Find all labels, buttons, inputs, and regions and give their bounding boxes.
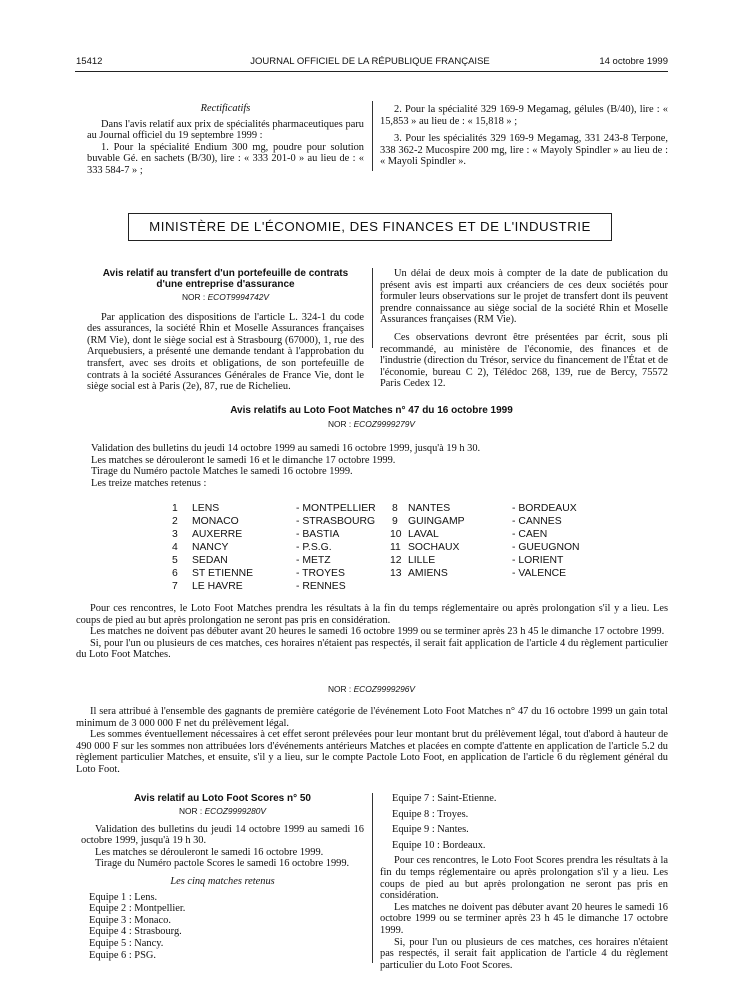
match-number: 6 [172, 568, 178, 579]
match-away: - RENNES [296, 581, 346, 592]
equipe-line: Equipe 2 : Montpellier. [89, 903, 186, 915]
rectificatifs-left [87, 103, 364, 177]
match-home: NANTES [408, 503, 451, 514]
paragraph: Si, pour l'un ou plusieurs de ces matches, ces horaires n'étaient pas respectés, il serait fait application de l'article 4 du règlement particulier du Loto Foot Matches. [76, 637, 668, 661]
loto-matches-rules [76, 603, 668, 661]
equipe-line: Equipe 7 : Saint-Etienne. [392, 793, 497, 804]
match-away: - LORIENT [512, 555, 564, 566]
paragraph: Validation des bulletins du jeudi 14 octobre 1999 au samedi 16 octobre 1999, jusqu'à 19 h 30. [81, 823, 364, 847]
paragraph: Les sommes éventuellement nécessaires à cet effet seront prélevées pour leur montant brut du prélèvement légal, tout d'abord à hauteur de 490 000 F sur les sommes non attribuées lors d'événements antérieurs Matches et placées en compte d'attente en application de l'article 5.2 du règlement particulier Matches, et ensuite, s'il y a lieu, sur le compte Pactole Loto Foot, en application de l'article 6 du règlement général du Loto Foot. [76, 729, 668, 775]
loto-matches-title: Avis relatifs au Loto Foot Matches n° 47 du 16 octobre 1999 [230, 405, 513, 416]
paragraph: Tirage du Numéro pactole Scores le samedi 16 octobre 1999. [95, 858, 350, 870]
rectificatifs-right [380, 104, 668, 168]
ministry-heading: MINISTÈRE DE L'ÉCONOMIE, DES FINANCES ET DE L'INDUSTRIE [149, 219, 591, 234]
match-number: 10 [390, 529, 402, 540]
match-home: MONACO [192, 516, 239, 527]
paragraph: Si, pour l'un ou plusieurs de ces matches, ces horaires n'étaient pas respectés, il serait fait application de l'article 4 du règlement particulier du Loto Foot Scores. [380, 936, 668, 971]
match-number: 13 [390, 568, 402, 579]
column-divider [372, 101, 373, 171]
loto-matches-intro [91, 443, 668, 489]
equipe-line: Equipe 6 : PSG. [89, 949, 156, 961]
rectificatifs-title: Rectificatifs [200, 103, 251, 114]
match-number: 9 [392, 516, 398, 527]
match-away: - GUEUGNON [512, 542, 580, 553]
nor-code: ECOZ9999296V [353, 684, 416, 694]
match-number: 2 [172, 516, 178, 527]
match-number: 11 [390, 542, 401, 553]
match-away: - CAEN [512, 529, 548, 540]
match-away: - MONTPELLIER [296, 503, 376, 514]
match-home: SOCHAUX [408, 542, 460, 553]
paragraph: Dans l'avis relatif aux prix de spécialités pharmaceutiques paru au Journal officiel du 19 septembre 1999 : [87, 118, 364, 142]
avis-transfert-right [380, 268, 668, 390]
equipe-line: Equipe 3 : Monaco. [89, 914, 171, 926]
match-away: - STRASBOURG [296, 516, 376, 527]
match-home: GUINGAMP [408, 516, 465, 527]
match-home: NANCY [192, 542, 229, 553]
equipe-line: Equipe 9 : Nantes. [392, 824, 469, 836]
header-rule [75, 71, 668, 72]
issue-date: 14 octobre 1999 [599, 56, 668, 67]
match-home: LE HAVRE [192, 581, 243, 592]
paragraph: 2. Pour la spécialité 329 169-9 Megamag, gélules (B/40), lire : « 15,853 » au lieu de : « 15,818 » ; [380, 104, 668, 127]
paragraph: Les matches se dérouleront le samedi 16 octobre 1999. [95, 846, 324, 858]
paragraph: Pour ces rencontres, le Loto Foot Scores prendra les résultats à la fin du temps réglementaire ou après prolongation s'il y a lieu. Les coups de pied au but après prolongation ne seront pas pris en considération. [380, 855, 668, 902]
match-away: - P.S.G. [296, 542, 332, 553]
paragraph: Les matches ne doivent pas débuter avant 20 heures le samedi 16 octobre 1999 ou se terminer après 23 h 45 le dimanche 17 octobre 1999. [90, 626, 665, 638]
avis-transfert-left [87, 268, 364, 393]
match-home: AMIENS [408, 568, 448, 579]
match-number: 3 [172, 529, 178, 540]
loto-scores-right [380, 793, 668, 971]
loto-scores-left [81, 793, 364, 961]
text-line: Validation des bulletins du jeudi 14 octobre 1999 au samedi 16 octobre 1999, jusqu'à 19 h 30. [91, 443, 481, 454]
match-home: ST ETIENNE [192, 568, 254, 579]
nor-reference: NOR : ECOZ9999296V [327, 684, 416, 694]
column-divider [372, 268, 373, 348]
nor-code: ECOT9994742V [207, 292, 270, 302]
match-number: 7 [172, 581, 178, 592]
paragraph: Par application des dispositions de l'article L. 324-1 du code des assurances, la société Rhin et Moselle Assurances françaises (RM Vie), dont le siège social est à Strasbourg (67000), 1, rue des Arquebusiers, a présenté une demande tendant à l'approbation du transfert, avec ses droits et obligations, de son portefeuille de contrats à la société Assurances Générales de France Vie, dont le siège social est à Paris (2e), 87, rue de Richelieu. [87, 311, 364, 393]
equipe-line: Equipe 5 : Nancy. [89, 937, 164, 949]
text-line: Les matches se dérouleront le samedi 16 et le dimanche 17 octobre 1999. [91, 454, 396, 466]
journal-title: JOURNAL OFFICIEL DE LA RÉPUBLIQUE FRANÇAISE [250, 56, 490, 67]
nor-code: ECOZ9999280V [204, 806, 267, 816]
match-home: LENS [192, 503, 220, 514]
match-number: 12 [390, 555, 402, 566]
subtitle: Les cinq matches retenus [170, 875, 275, 887]
match-away: - VALENCE [512, 568, 567, 579]
paragraph: Pour ces rencontres, le Loto Foot Matches prendra les résultats à la fin du temps réglementaire ou après prolongation s'il y a lieu. Les coups de pied au but après prolongation ne seront pas pris en considération. [76, 603, 668, 626]
match-home: AUXERRE [192, 529, 243, 540]
section-title: Avis relatif au transfert d'un portefeuille de contrats [102, 268, 349, 279]
equipe-line: Equipe 4 : Strasbourg. [89, 926, 182, 938]
match-away: - METZ [296, 555, 331, 566]
paragraph: Un délai de deux mois à compter de la date de publication du présent avis est imparti aux créanciers de ces deux sociétés pour formuler leurs observations sur le projet de transfert dont ils peuvent prendre connaissance au siège social de la société Rhin et Moselle Assurances françaises (RM Vie). [380, 268, 668, 326]
match-away: - TROYES [296, 568, 345, 579]
paragraph: Il sera attribué à l'ensemble des gagnants de première catégorie de l'événement Loto Foot Matches n° 47 du 16 octobre 1999 un gain total minimum de 3 000 000 F net du prélèvement légal. [76, 706, 668, 729]
section-title: d'une entreprise d'assurance [156, 279, 295, 290]
paragraph: Ces observations devront être présentées par écrit, sous pli recommandé, au ministère de l'économie, des finances et de l'industrie (direction du Trésor, service du financement de l'État et de l'économie, bureau C 2), Télédoc 268, 139, rue de Bercy, 75572 Paris Cedex 12. [380, 331, 668, 390]
match-away: - BASTIA [296, 529, 340, 540]
loto-gain-text [76, 706, 668, 776]
match-home: LAVAL [408, 529, 439, 540]
nor-reference: NOR : ECOZ9999280V [178, 806, 267, 816]
equipe-line: Equipe 1 : Lens. [89, 891, 158, 903]
match-away: - CANNES [512, 516, 562, 527]
match-number: 1 [172, 503, 178, 514]
text-line: Les treize matches retenus : [91, 477, 207, 489]
match-home: SEDAN [192, 555, 228, 566]
nor-code: ECOZ9999279V [353, 419, 416, 429]
match-away: - BORDEAUX [512, 503, 577, 514]
equipe-line: Equipe 8 : Troyes. [392, 808, 469, 820]
ministry-heading-box [128, 213, 612, 241]
match-number: 8 [392, 503, 398, 514]
paragraph: 3. Pour les spécialités 329 169-9 Megamag, 331 243-8 Terpone, 338 362-2 Mucospire 200 mg, lire : « Mayoly Spindler » au lieu de : « Mayoli Spindler ». [380, 133, 668, 168]
match-number: 4 [172, 542, 178, 553]
column-divider [372, 793, 373, 963]
paragraph: Les matches ne doivent pas débuter avant 20 heures le samedi 16 octobre 1999 ou se terminer après 23 h 45 le dimanche 17 octobre 1999. [380, 901, 668, 936]
match-home: LILLE [408, 555, 436, 566]
section-title: Avis relatif au Loto Foot Scores n° 50 [134, 793, 311, 804]
nor-reference: NOR : ECOZ9999279V [327, 419, 416, 429]
paragraph: 1. Pour la spécialité Endium 300 mg, poudre pour solution buvable Gé. en sachets (B/30), lire : « 333 201-0 » au lieu de : « 333 584-7 » ; [87, 141, 364, 176]
match-number: 5 [172, 555, 178, 566]
page-number: 15412 [76, 56, 103, 67]
text-line: Tirage du Numéro pactole Matches le samedi 16 octobre 1999. [91, 466, 353, 478]
equipe-line: Equipe 10 : Bordeaux. [392, 839, 486, 851]
nor-reference: NOR : ECOT9994742V [181, 292, 270, 302]
